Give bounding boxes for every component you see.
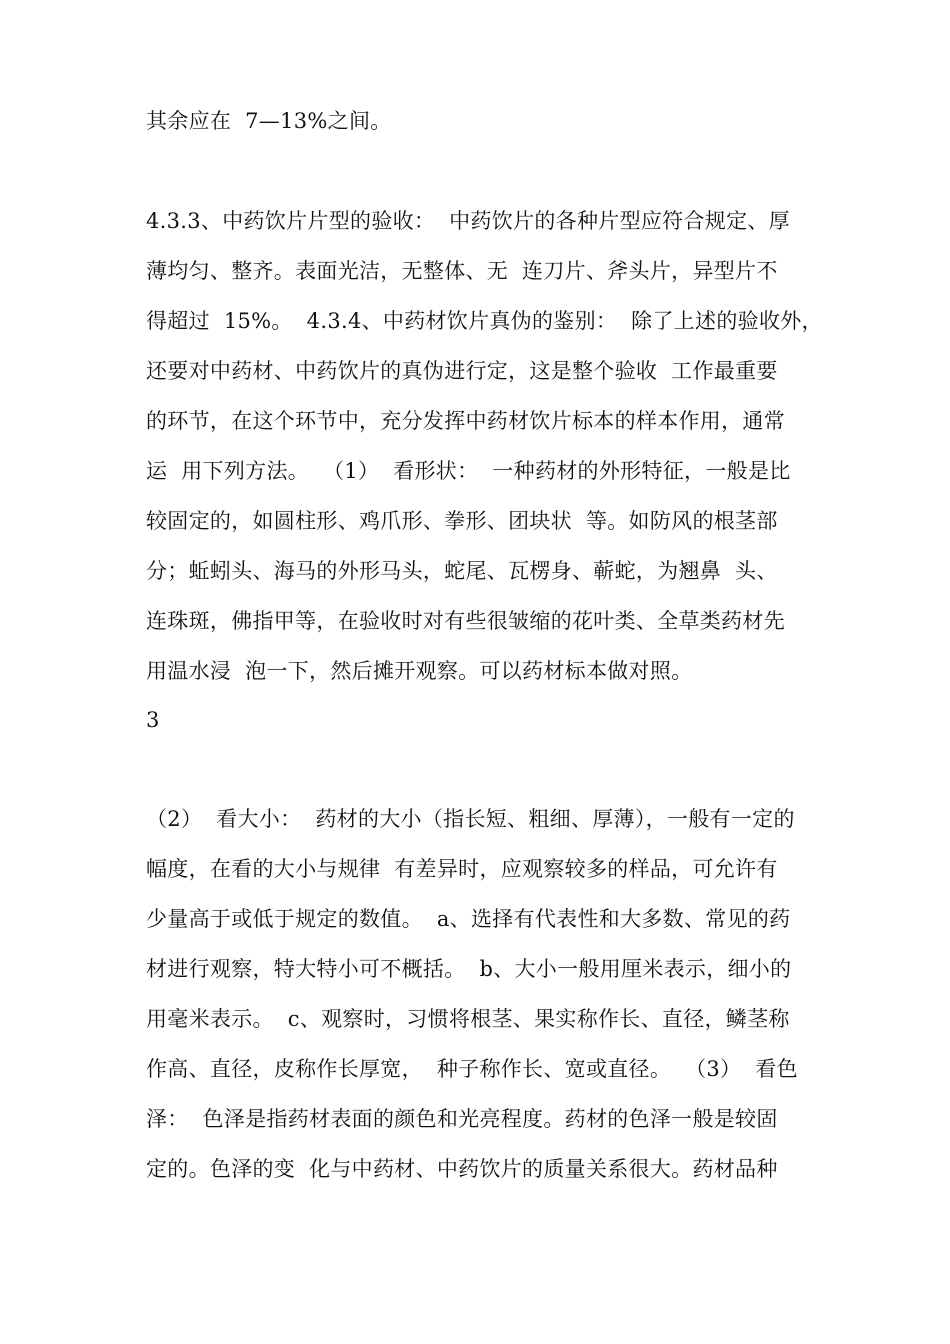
text-line: 4.3.3、中药饮片片型的验收： 中药饮片的各种片型应符合规定、厚: [146, 209, 790, 233]
text-line: 其余应在 7—13%之间。: [146, 109, 392, 133]
text-line: 作高、直径，皮称作长厚宽， 种子称作长、宽或直径。 （3） 看色: [146, 1057, 798, 1081]
text-line: 少量高于或低于规定的数值。 a、选择有代表性和大多数、常见的药: [146, 907, 791, 931]
text-line: 用温水浸 泡一下，然后摊开观察。可以药材标本做对照。: [146, 659, 693, 683]
text-line: 材进行观察，特大特小可不概括。 b、大小一般用厘米表示，细小的: [146, 957, 792, 981]
text-line: 幅度，在看的大小与规律 有差异时，应观察较多的样品，可允许有: [146, 857, 778, 881]
text-line: 连珠斑，佛指甲等，在验收时对有些很皱缩的花叶类、全草类药材先: [146, 609, 785, 633]
text-line: 较固定的，如圆柱形、鸡爪形、拳形、团块状 等。如防风的根茎部: [146, 509, 778, 533]
page-number: 3: [146, 708, 160, 732]
text-line: 薄均匀、整齐。表面光洁，无整体、无 连刀片、斧头片，异型片不: [146, 259, 778, 283]
text-line: 还要对中药材、中药饮片的真伪进行定，这是整个验收 工作最重要: [146, 359, 778, 383]
text-line: 定的。色泽的变 化与中药材、中药饮片的质量关系很大。药材品种: [146, 1157, 778, 1181]
text-line: 运 用下列方法。 （1） 看形状： 一种药材的外形特征，一般是比: [146, 459, 791, 483]
text-line: 分；蚯蚓头、海马的外形马头，蛇尾、瓦楞身、蕲蛇，为翘鼻 头、: [146, 559, 778, 583]
text-line: （2） 看大小： 药材的大小（指长短、粗细、厚薄），一般有一定的: [146, 807, 795, 831]
text-line: 用毫米表示。 c、观察时，习惯将根茎、果实称作长、直径，鳞茎称: [146, 1007, 790, 1031]
text-line: 泽： 色泽是指药材表面的颜色和光亮程度。药材的色泽一般是较固: [146, 1107, 778, 1131]
text-line: 的环节，在这个环节中，充分发挥中药材饮片标本的样本作用，通常: [146, 409, 785, 433]
text-line: 得超过 15%。 4.3.4、中药材饮片真伪的鉴别： 除了上述的验收外，: [146, 309, 823, 333]
